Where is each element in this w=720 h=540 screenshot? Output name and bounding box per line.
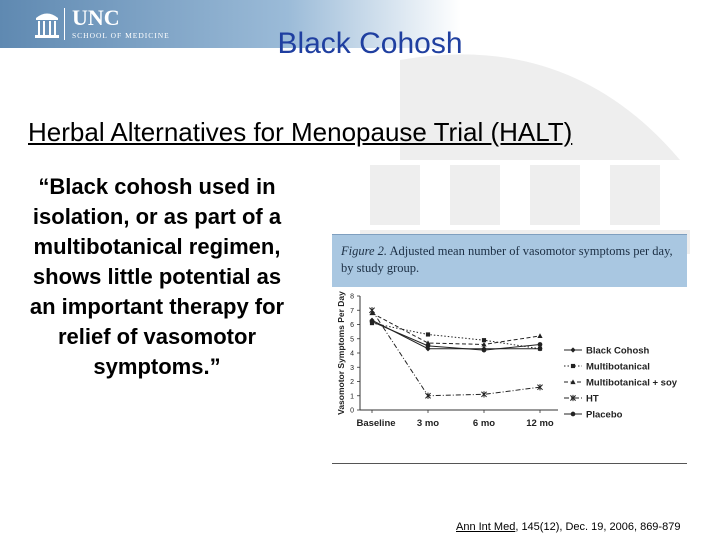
old-well-icon: [34, 8, 60, 40]
x-tick-label: 3 mo: [416, 418, 440, 429]
legend-marker-placebo: [571, 412, 576, 417]
series-line-ht: [372, 310, 540, 396]
data-point-multibotanical: [538, 347, 542, 351]
logo-subtitle: SCHOOL OF MEDICINE: [72, 31, 170, 40]
slide-subtitle: Herbal Alternatives for Menopause Trial (HALT): [28, 117, 573, 147]
y-tick-label: 3: [350, 364, 354, 372]
x-tick-label: 12 mo: [526, 418, 554, 429]
symptoms-line-chart: [332, 286, 687, 462]
legend-label-ht: HT: [586, 393, 599, 405]
data-point-multibotanical-soy: [537, 333, 542, 338]
y-axis-label: Vasomotor Symptoms Per Day: [336, 291, 346, 415]
citation-journal-link[interactable]: Ann Int Med: [456, 521, 516, 533]
slide-title: Black Cohosh: [277, 27, 463, 60]
legend-marker-multibotanical: [571, 364, 575, 368]
legend-label-multibotanical-soy: Multibotanical + soy: [586, 377, 678, 389]
y-tick-label: 8: [350, 293, 354, 301]
y-tick-label: 4: [350, 350, 354, 358]
citation-details: , 145(12), Dec. 19, 2006, 869-879: [515, 521, 681, 533]
legend-marker-black-cohosh: [570, 347, 575, 352]
figure-caption: [341, 243, 681, 277]
data-point-multibotanical: [426, 332, 430, 336]
y-tick-label: 6: [350, 322, 354, 329]
citation: [456, 520, 680, 534]
data-point-multibotanical: [482, 338, 486, 342]
legend-label-placebo: Placebo: [586, 409, 623, 421]
data-point-placebo: [538, 342, 543, 347]
y-tick-label: 0: [350, 407, 354, 415]
data-point-placebo: [482, 348, 487, 353]
quote-text: “Black cohosh used in isolation, or as part of a multibotanical regimen, shows little potential as an important therapy for relief of vasomotor symptoms.”: [29, 174, 285, 379]
figure-panel: [332, 234, 687, 464]
y-tick-label: 5: [350, 336, 354, 344]
y-tick-label: 1: [350, 393, 354, 401]
series-line-multibotanical-soy: [372, 313, 540, 344]
legend-label-black-cohosh: Black Cohosh: [586, 345, 650, 357]
y-tick-label: 7: [350, 307, 354, 315]
figure-caption-text: Adjusted mean number of vasomotor symptoms per day, by study group.: [341, 244, 673, 275]
figure-caption-bar: [332, 234, 687, 287]
x-tick-label: Baseline: [356, 418, 396, 429]
data-point-placebo: [370, 319, 375, 324]
data-point-ht: [369, 307, 374, 313]
series-line-placebo: [372, 322, 540, 351]
logo-name: UNC: [72, 5, 120, 30]
logo-divider: [64, 8, 65, 40]
figure-bottom-rule: [332, 463, 687, 464]
y-tick-label: 2: [350, 379, 354, 386]
data-point-placebo: [426, 344, 431, 349]
legend-label-multibotanical: Multibotanical: [586, 361, 650, 373]
x-tick-label: 6 mo: [472, 418, 496, 429]
figure-caption-lead: Figure 2.: [341, 244, 388, 258]
